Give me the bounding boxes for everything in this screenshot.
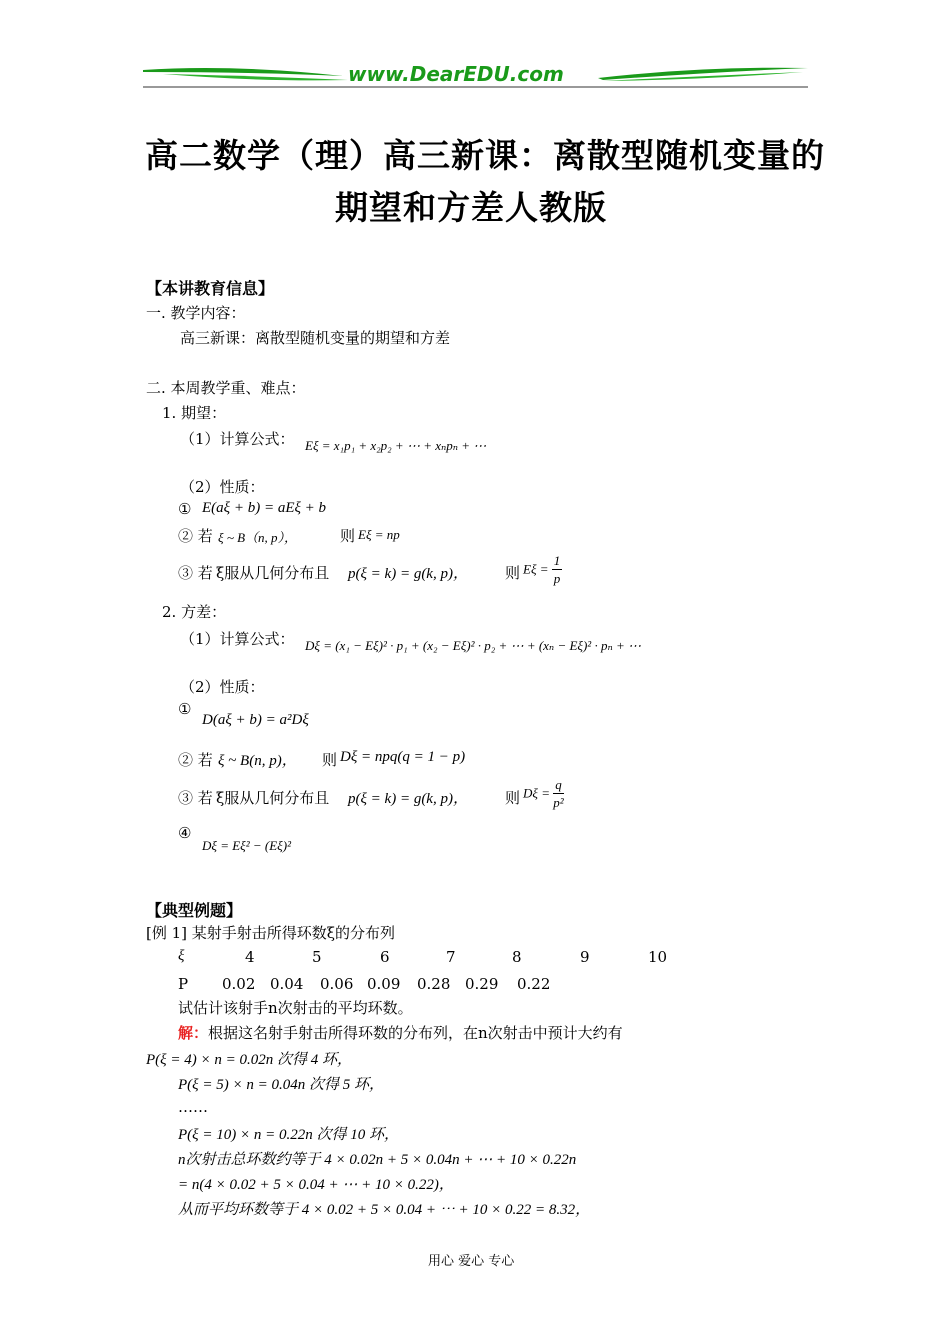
page-title-line1: 高二数学（理）高三新课：离散型随机变量的 [145,136,825,175]
variance-formula: Dξ = (x₁ − Eξ)² · p₁ + (x₂ − Eξ)² · p₂ + ⋯ + (xₙ − Eξ)² · pₙ + ⋯ [305,638,642,653]
table-cell-probability: 0.09 [367,975,401,993]
var-prop2-marker: ② 若 [178,751,213,769]
solution-intro: 根据这名射手射击所得环数的分布列，在n次射击中预计大约有 [208,1024,623,1042]
exp-prop2-dist: ξ ~ B（n, p）， [218,530,298,545]
page-title-line2: 期望和方差人教版 [335,188,607,227]
solution-step2: P(ξ = 5) × n = 0.04n 次得 5 环， [178,1077,384,1093]
example1-question: 试估计该射手n次射击的平均环数。 [178,999,413,1017]
solution-step3: P(ξ = 10) × n = 0.22n 次得 10 环， [178,1127,399,1143]
table-cell-probability: 0.28 [417,975,451,993]
var-prop3-marker: ③ 若 [178,789,213,807]
var-prop3-cond: p(ξ = k) = g(k, p)， [348,791,468,807]
exp-prop3-then: 则 [505,564,521,582]
var-prop3-denominator: p² [553,795,564,810]
table-header-value: 10 [648,948,668,966]
table-cell-probability: 0.29 [465,975,499,993]
var-prop4-marker: ④ [178,824,192,842]
table-header-value: 7 [446,948,456,966]
table-cell-probability: 0.22 [517,975,551,993]
exp-prop3-lhs: Eξ = [523,561,549,577]
exp-prop2-result: Eξ = np [358,527,400,542]
exp-prop3-numerator: 1 [553,553,561,568]
exp-prop1-marker: ① [178,500,192,518]
header-banner [143,58,808,92]
solution-label: 解： [178,1024,209,1042]
solution-step1: P(ξ = 4) × n = 0.02n 次得 4 环， [146,1052,352,1068]
expectation-formula-label: （1）计算公式： [180,430,295,448]
table-header-value: 9 [580,948,590,966]
solution-step6: 从而平均环数等于 4 × 0.02 + 5 × 0.04 + ⋯ + 10 × 0.22 = 8.32， [178,1202,591,1218]
solution-ellipsis: …… [178,1098,208,1116]
left-swoosh [143,68,343,76]
content-text: 高三新课：离散型随机变量的期望和方差 [180,329,451,347]
example1-label: [例 1] 某射手射击所得环数ξ的分布列 [146,924,396,942]
exp-prop2-then: 则 [340,527,356,545]
table-cell-probability: 0.04 [270,975,304,993]
exp-prop2-marker: ② 若 [178,527,213,545]
page-footer: 用心 爱心 专心 [428,1254,515,1269]
examples-heading: 【典型例题】 [146,901,243,920]
table-header-value: 8 [512,948,522,966]
exp-prop3-text: ξ服从几何分布且 [216,564,330,582]
exp-prop3-cond: p(ξ = k) = g(k, p)， [348,566,468,582]
variance-properties-label: （2）性质： [180,678,265,696]
var-prop1: D(aξ + b) = a²Dξ [202,712,309,728]
var-prop2-dist: ξ ~ B(n, p)， [218,753,297,769]
table-cell-probability: 0.06 [320,975,354,993]
expectation-properties-label: （2）性质： [180,478,265,496]
var-prop3-then: 则 [505,789,521,807]
var-prop3-lhs: Dξ = [523,785,550,801]
exp-prop1: E(aξ + b) = aEξ + b [202,500,327,516]
var-prop1-marker: ① [178,700,192,718]
keypoints-label: 二. 本周教学重、难点： [146,379,306,397]
exp-prop3-denominator: p [553,571,561,586]
info-heading: 【本讲教育信息】 [146,279,275,298]
exp-prop3-fraction [552,552,563,587]
var-prop3-result [523,776,564,811]
var-prop3-numerator: q [555,777,562,792]
expectation-label: 1. 期望： [162,404,227,422]
content-label: 一. 教学内容： [146,304,246,322]
table-cell-probability: 0.02 [222,975,256,993]
solution-step5: = n(4 × 0.02 + 5 × 0.04 + ⋯ + 10 × 0.22)， [178,1177,454,1193]
exp-prop3-marker: ③ 若 [178,564,213,582]
table-header-xi: ξ [178,948,185,964]
site-logo: www.DearEDU.com [348,62,564,86]
table-row-label: P [178,975,189,993]
table-header-value: 4 [245,948,255,966]
solution-line [178,1022,623,1043]
solution-step4: n次射击总环数约等于 4 × 0.02n + 5 × 0.04n + ⋯ + 10 × 0.22n [178,1152,577,1168]
var-prop2-result: Dξ = npq(q = 1 − p) [340,749,466,765]
variance-formula-label: （1）计算公式： [180,630,295,648]
exp-prop3-result [523,552,562,587]
variance-label: 2. 方差： [162,603,227,621]
var-prop4: Dξ = Eξ² − (Eξ)² [202,838,291,853]
table-header-value: 6 [380,948,390,966]
expectation-formula: Eξ = x₁p₁ + x₂p₂ + ⋯ + xₙpₙ + ⋯ [305,438,487,453]
table-header-value: 5 [312,948,322,966]
var-prop3-text: ξ服从几何分布且 [216,789,330,807]
var-prop3-fraction [553,776,564,811]
var-prop2-then: 则 [322,751,338,769]
